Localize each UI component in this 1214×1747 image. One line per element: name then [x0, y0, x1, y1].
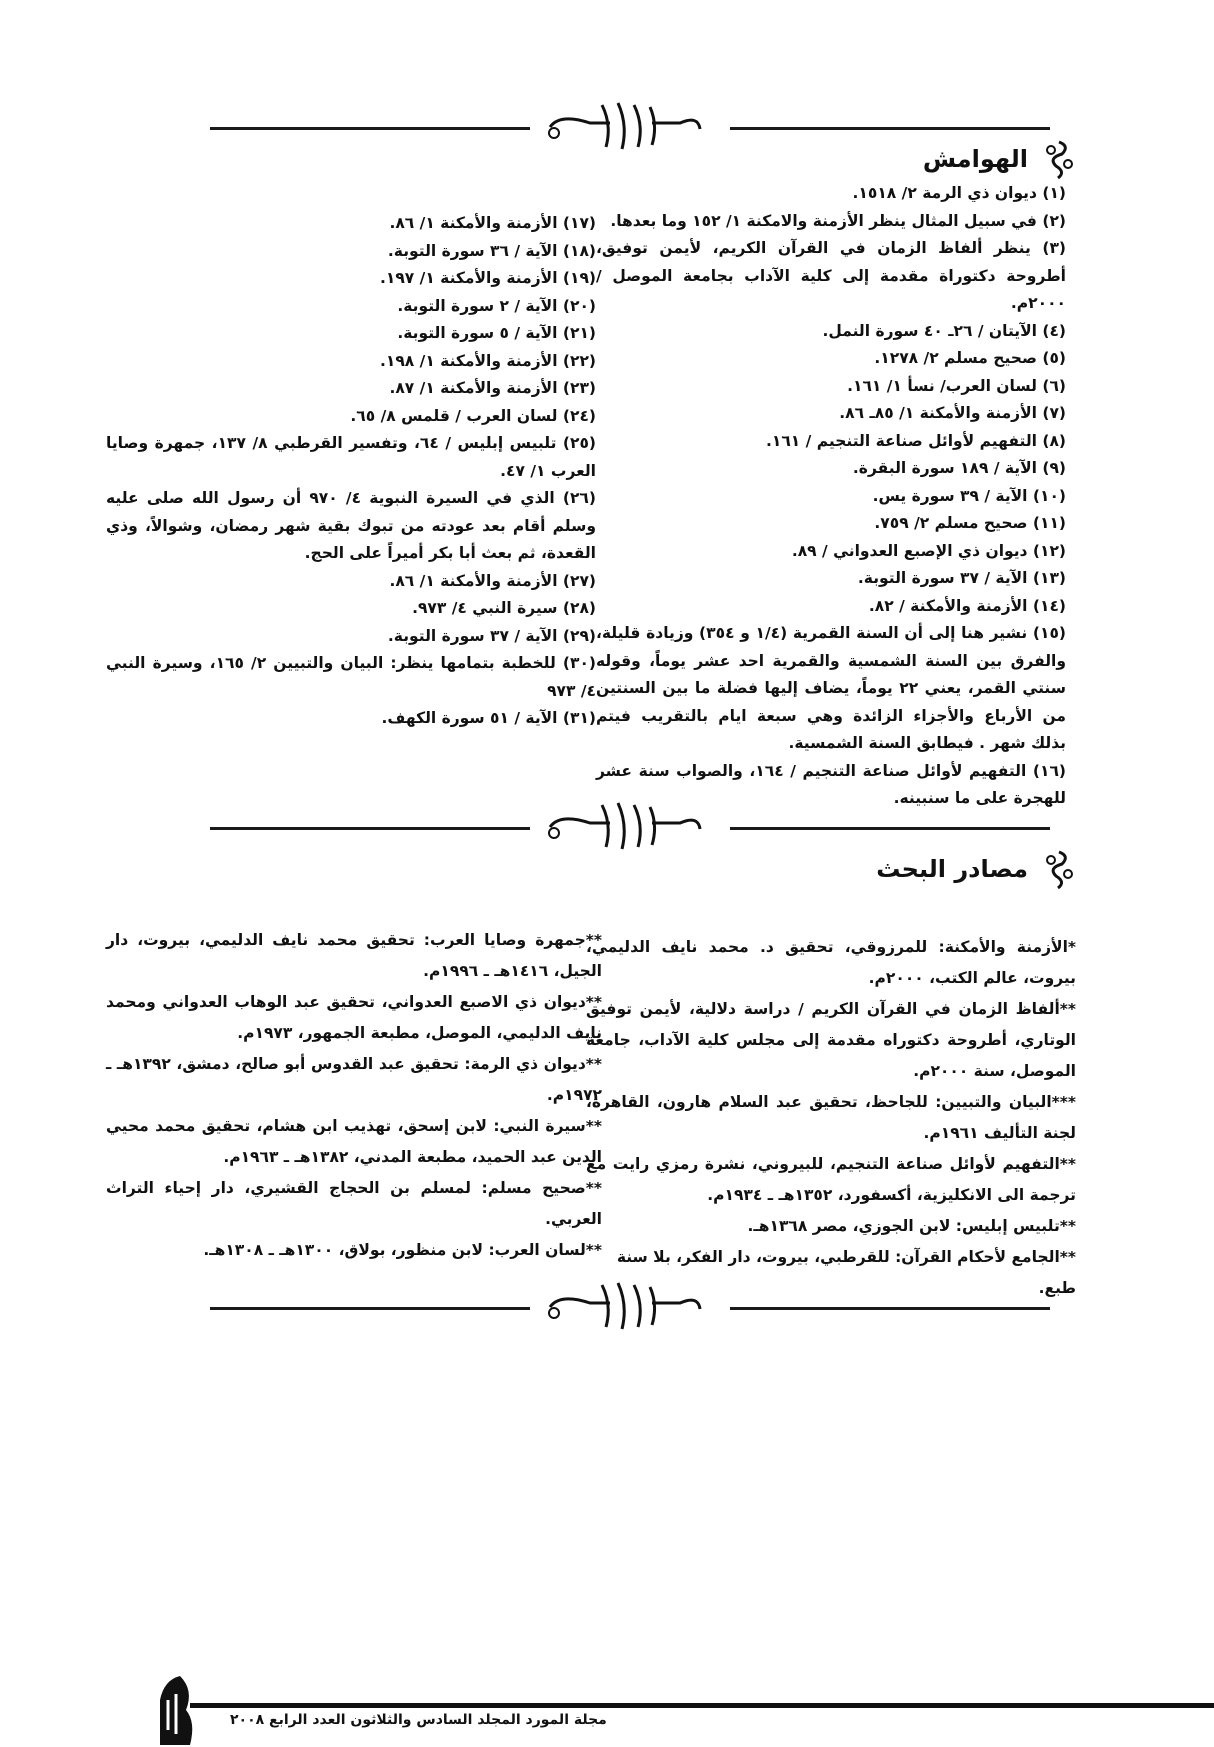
footnote: (١٥) نشير هنا إلى أن السنة القمرية (١/٤ و ٣٥٤) وزيادة قليلة، والفرق بين السنة الشمسية والقمرية احد عشر يوماً، وقوله سنتي القمر، يعني ٢٢ يوماً، يضاف إليها فضلة ما بين السنتين من الأرباع والأجزاء الزائدة وهي سبعة ايام بالتقريب فيتم بذلك شهر . فيطابق السنة الشمسية.: [596, 624, 1067, 752]
source-entry: **سيرة النبي: لابن إسحق، تهذيب ابن هشام، تحقيق محمد محيي الدين عبد الحميد، مطبعة المدني، ١٣٨٢هـ ـ ١٩٦٣م.: [106, 1117, 602, 1166]
sources-title: مصادر البحث: [876, 855, 1028, 883]
journal-citation: مجلة المورد المجلد السادس والثلاثون العدد الرابع ٢٠٠٨: [230, 1712, 607, 1728]
footnote: (٦) لسان العرب/ نسأ ١/ ١٦١.: [847, 376, 1066, 395]
footnote: (٣) ينظر ألفاظ الزمان في القرآن الكريم، لأيمن توفيق، أطروحة دكتوراة مقدمة إلى كلية الآداب بجامعة الموصل / ٢٠٠٠م.: [596, 239, 1066, 312]
calligraphic-flourish-icon: [540, 95, 720, 155]
footnotes-right-column: [596, 180, 1066, 813]
footnote: (٢٣) الأزمنة والأمكنة ١/ ٨٧.: [389, 379, 596, 397]
source-entry: **ديوان ذي الاصبع العدواني، تحقيق عبد الوهاب العدواني ومحمد نايف الدليمي، الموصل، مطبعة الجمهور، ١٩٧٣م.: [106, 993, 602, 1042]
footnote: (٤) الآيتان / ٢٦ـ ٤٠ سورة النمل.: [822, 321, 1066, 340]
footnotes-left-column: [106, 210, 596, 733]
footnote: (٧) الأزمنة والأمكنة ١/ ٨٥ـ ٨٦.: [839, 404, 1066, 422]
footnote: (١٢) ديوان ذي الإصبع العدواني / ٨٩.: [791, 541, 1066, 560]
floral-ornament-icon: [1042, 138, 1076, 180]
footer-rule: [190, 1703, 1214, 1708]
footnote: (١٤) الأزمنة والأمكنة / ٨٢.: [868, 596, 1066, 615]
source-entry: **الجامع لأحكام القرآن: للقرطبي، بيروت، دار الفكر، بلا سنة طبع.: [616, 1248, 1076, 1297]
footnote: (٢٨) سيرة النبي ٤/ ٩٧٣.: [412, 599, 596, 617]
footnote: (٥) صحيح مسلم ٢/ ١٢٧٨.: [874, 349, 1066, 367]
footnote: (٣٠) للخطبة بتمامها ينظر: البيان والتبيين ٢/ ١٦٥، وسيرة النبي ٤/ ٩٧٣: [106, 654, 596, 700]
footnote: (٢٩) الآية / ٣٧ سورة التوبة.: [387, 626, 596, 645]
footnote: (١) ديوان ذي الرمة ٢/ ١٥١٨.: [852, 184, 1066, 202]
footnote: (٢١) الآية / ٥ سورة التوبة.: [397, 324, 596, 342]
footnote: (٣١) الآية / ٥١ سورة الكهف.: [381, 709, 596, 727]
divider-rule-left: [210, 827, 530, 830]
footnote: (٢٥) تلبيس إبليس / ٦٤، وتفسير القرطبي ٨/ ١٣٧، جمهرة وصايا العرب ١/ ٤٧.: [106, 434, 596, 480]
sources-heading: [876, 848, 1076, 890]
sources-right-column: [586, 932, 1076, 1304]
footnote: (٢٧) الأزمنة والأمكنة ١/ ٨٦.: [389, 571, 596, 590]
footnote: (٨) التفهيم لأوائل صناعة التنجيم / ١٦١.: [766, 431, 1066, 450]
source-entry: *الأزمنة والأمكنة: للمرزوقي، تحقيق د. محمد نايف الدليمي، بيروت، عالم الكتب، ٢٠٠٠م.: [586, 938, 1076, 987]
footnote: (١٣) الآية / ٣٧ سورة التوبة.: [857, 569, 1066, 587]
source-entry: **ألفاظ الزمان في القرآن الكريم / دراسة دلالية، لأيمن توفيق الوتاري، أطروحة دكتوراه مقدمة إلى مجلس كلية الآداب، جامعة الموصل، سنة ٢٠٠٠م.: [586, 1000, 1076, 1080]
footnote: (٢٤) لسان العرب / قلمس ٨/ ٦٥.: [350, 406, 596, 425]
floral-ornament-icon: [1042, 848, 1076, 890]
source-entry: **ديوان ذي الرمة: تحقيق عبد القدوس أبو صالح، دمشق، ١٣٩٢هـ ـ ١٩٧٢م.: [106, 1055, 602, 1104]
footnotes-heading: [923, 138, 1076, 180]
footnote: (١٨) الآية / ٣٦ سورة التوبة.: [387, 241, 596, 260]
footnote: (٢٦) الذي في السيرة النبوية ٤/ ٩٧٠ أن رسول الله صلى عليه وسلم أقام بعد عودته من تبوك بقية شهر رمضان، وشوالاً، وذي القعدة، ثم بعث أبا بكر أميراً على الحج.: [106, 489, 596, 562]
footnote: (٩) الآية / ١٨٩ سورة البقرة.: [852, 459, 1066, 477]
footnote: (١٠) الآية / ٣٩ سورة يس.: [872, 486, 1066, 505]
divider-rule-right: [730, 827, 1050, 830]
source-entry: **صحيح مسلم: لمسلم بن الحجاج القشيري، دار إحياء التراث العربي.: [106, 1179, 602, 1228]
divider-rule-left: [210, 1307, 530, 1310]
sources-left-column: [106, 925, 602, 1266]
source-entry: **جمهرة وصايا العرب: تحقيق محمد نايف الدليمي، بيروت، دار الجيل، ١٤١٦هـ ـ ١٩٩٦م.: [106, 931, 602, 980]
divider-rule-right: [730, 1307, 1050, 1310]
journal-logo-icon: [150, 1670, 200, 1747]
source-entry: ***البيان والتبيين: للجاحظ، تحقيق عبد السلام هارون، القاهرة، لجنة التأليف ١٩٦١م.: [586, 1093, 1076, 1142]
footnote: (٢) في سبيل المثال ينظر الأزمنة والامكنة ١/ ١٥٢ وما بعدها.: [610, 211, 1066, 230]
source-entry: **تلبيس إبليس: لابن الجوزي، مصر ١٣٦٨هـ.: [747, 1217, 1076, 1235]
middle-divider: [210, 795, 1050, 855]
footnotes-title: الهوامش: [922, 145, 1028, 173]
footnote: (٢٢) الأزمنة والأمكنة ١/ ١٩٨.: [379, 351, 596, 370]
divider-rule-right: [730, 127, 1050, 130]
divider-rule-left: [210, 127, 530, 130]
source-entry: **التفهيم لأوائل صناعة التنجيم، للبيروني، نشرة رمزي رايت مع ترجمة الى الانكليزية، أكسفورد، ١٣٥٢هـ ـ ١٩٣٤م.: [586, 1155, 1076, 1204]
footnote: (١٧) الأزمنة والأمكنة ١/ ٨٦.: [389, 214, 596, 232]
page-footer: [150, 1660, 1214, 1747]
footnote: (١٦) التفهيم لأوائل صناعة التنجيم / ١٦٤، والصواب سنة عشر للهجرة على ما سنبينه.: [596, 761, 1066, 807]
calligraphic-flourish-icon: [540, 795, 720, 855]
footnote: (٢٠) الآية / ٢ سورة التوبة.: [397, 296, 596, 315]
calligraphic-flourish-icon: [540, 1275, 720, 1335]
source-entry: **لسان العرب: لابن منظور، بولاق، ١٣٠٠هـ ـ ١٣٠٨هـ.: [203, 1241, 602, 1259]
bottom-divider: [210, 1275, 1050, 1335]
footnote: (١١) صحيح مسلم ٢/ ٧٥٩.: [874, 514, 1066, 532]
footnote: (١٩) الأزمنة والأمكنة ١/ ١٩٧.: [379, 269, 596, 287]
